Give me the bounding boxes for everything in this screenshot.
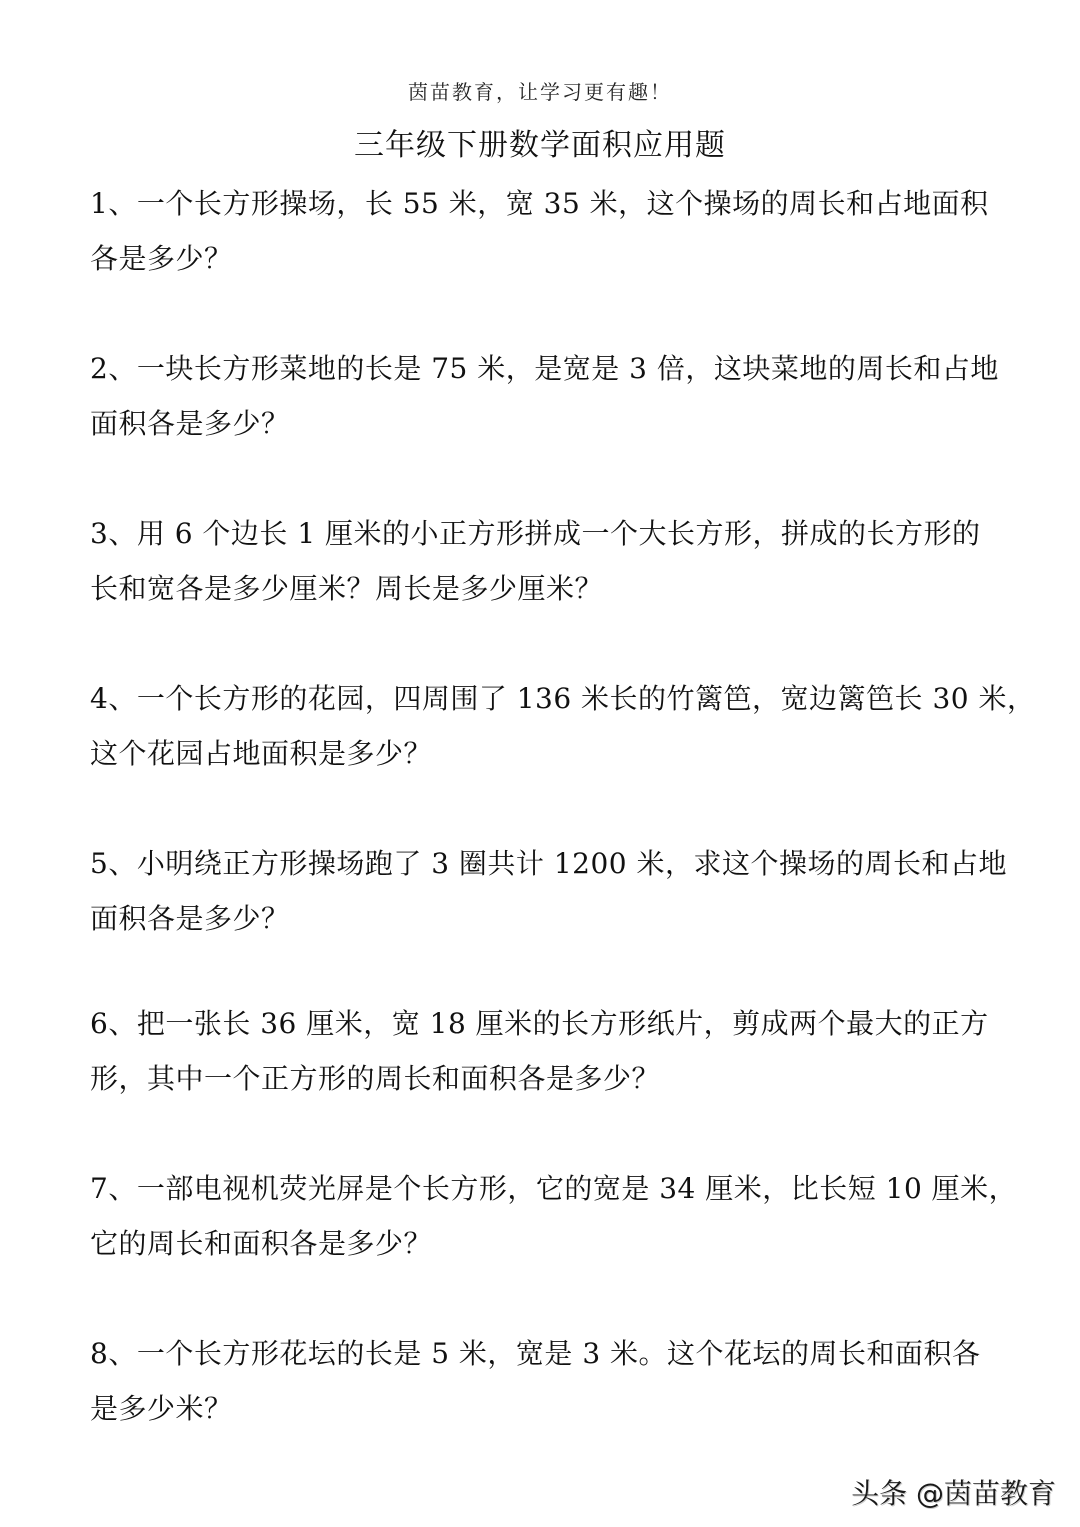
question-6 <box>90 996 1000 1106</box>
question-5 <box>90 836 1007 946</box>
header-slogan: 茵苗教育，让学习更有趣！ <box>408 80 672 104</box>
question-line: 3、用 6 个边长 1 厘米的小正方形拼成一个大长方形，拼成的长方形的 <box>90 517 981 550</box>
question-line: 长和宽各是多少厘米？周长是多少厘米？ <box>90 572 604 605</box>
source-watermark: 头条 @茵苗教育 <box>851 1477 1056 1510</box>
question-3 <box>90 506 1000 616</box>
question-8 <box>90 1326 1000 1436</box>
question-7 <box>90 1161 1018 1271</box>
question-line: 这个花园占地面积是多少？ <box>90 737 433 770</box>
page-title: 三年级下册数学面积应用题 <box>354 128 726 163</box>
question-line: 6、把一张长 36 厘米，宽 18 厘米的长方形纸片，剪成两个最大的正方 <box>90 1007 989 1040</box>
question-line: 5、小明绕正方形操场跑了 3 圈共计 1200 米，求这个操场的周长和占地 <box>90 847 1007 880</box>
question-2 <box>90 341 1000 451</box>
question-line: 面积各是多少？ <box>90 407 290 440</box>
question-line: 8、一个长方形花坛的长是 5 米，宽是 3 米。这个花坛的周长和面积各 <box>90 1337 981 1370</box>
question-line: 它的周长和面积各是多少？ <box>90 1227 433 1260</box>
question-4 <box>90 671 1036 781</box>
question-line: 7、一部电视机荧光屏是个长方形，它的宽是 34 厘米，比长短 10 厘米， <box>90 1172 1018 1205</box>
question-line: 各是多少？ <box>90 242 233 275</box>
question-line: 是多少米？ <box>90 1392 233 1425</box>
question-line: 2、一块长方形菜地的长是 75 米，是宽是 3 倍，这块菜地的周长和占地 <box>90 352 999 385</box>
question-1 <box>90 176 1000 286</box>
question-line: 形，其中一个正方形的周长和面积各是多少？ <box>90 1062 661 1095</box>
question-line: 面积各是多少？ <box>90 902 290 935</box>
question-line: 1、一个长方形操场，长 55 米，宽 35 米，这个操场的周长和占地面积 <box>90 187 989 220</box>
question-line: 4、一个长方形的花园，四周围了 136 米长的竹篱笆，宽边篱笆长 30 米， <box>90 682 1036 715</box>
